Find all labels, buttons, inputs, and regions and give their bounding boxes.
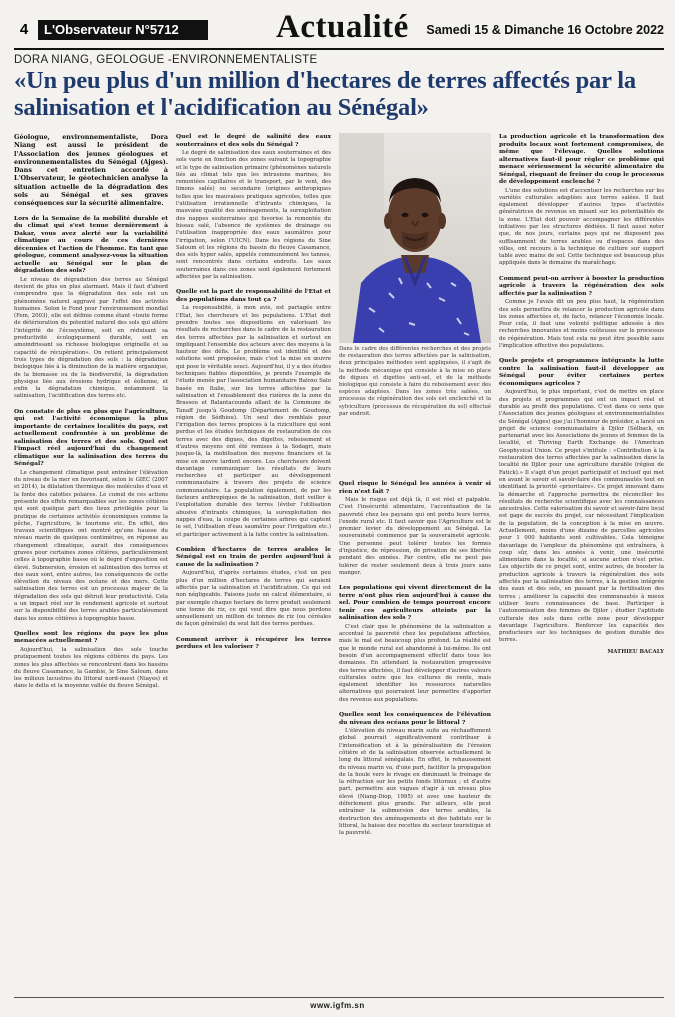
answer: Comme je l'avais dit un peu plus haut, la régénération des sols permettra de relancer la production agricole dans les zones affectées et, de facto, relancer l'économie locale. Pour cela, il faut une volonté politique adossée à des recherches innovantes et moins coûteuses sur le processus de régénération. Mais tout cela ne peut être possible sans l'implication effective des populations. [499, 299, 664, 350]
answer: La responsabilité, à mon avis, est partagée entre l'Etat, les chercheurs et les populations. L'Etat doit prendre toutes ses dispositions en valorisant les résultats de recherches dans le cadre de la restauration des terres affectées par la salinisation et surtout en impliquant l'ensemble des acteurs avec des moyens à la hauteur des défis. Le problème est identifié et des solutions sont proposées, mais c'est la mise en œuvre qui pose le véritable souci. Aujourd'hui, il y a des études techniques fiables disponibles, je prends l'exemple de l'étude menée par l'association humanitaire Baloxo Salo basée en Italie, sur les terres affectées par la salinisation et l'ensablement des rizières de la zone du Brassou et Balantacounda allant de la Commune de Tanaff jusqu'à Goudomp (Département de Goudomp, région de Sédhiou). Un seul des remblais pour l'irrigation des terres propices à la riziculture qui sont perdus et les études techniques de restauration de ces terres avec des digues, des digettes, reboisement et d'autres moyens ont été remises à la Sodagri, mais jusque-là, la mobilisation des moyens financiers et la mise en œuvre tardent encore. Les chercheurs doivent davantage communiquer les résultats de leurs recherches et participer au développement communautaire à travers des projets de science communautaire. La population également, de par les facteurs anthropiques de la salinisation, doit veiller à l'exploitation durable des terres (éviter l'utilisation abusive d'intrants chimiques, la surexploitation des nappes d'eau, la coupe de certaines arbres qui captent le sel, l'utilisation d'eau saumâtre pour l'irrigation etc.) et participer activement à la lutte contre la salinisation. [176, 305, 331, 538]
page-header [14, 8, 664, 48]
article-column-4 [499, 133, 664, 993]
question: Quelle est la part de responsabilité de l'Etat et des populations dans tout ça ? [176, 288, 331, 303]
answer: Aujourd'hui, le plus important, c'est de mettre en place des projets et programmes qui ont un impact réel et durable au profit des populations. C'est dans ce sens que l'Association des jeunes géologues et environnementalistes du Sénégal (Ajges) que j'ai l'honneur de présider, a lancé un projet de science communautaire à Djilor (Sélback, en partenariat avec les Associations de jeunes et femmes de la localité, et Thriving Earth Exchange de l'American Geophysical Union. Ce projet s'intitule : «Contribution à la restauration des terres affectées par la salinisation dans la localité de Djilor pour une agriculture durable (région de Fatick).» Il s'agit d'un projet participatif et inclusif qui met en avant le savoir et savoir-faire des communautés tout en identifiant la priorité «prioritaire». Ce projet innovant dans la démarche et l'approche permettra de réconcilier les résultats de recherche scientifique avec les connaissances ancestrales. Cette valorisation du savoir et savoir-faire local est gage de succès du projet, car nécessitant l'implication de la population, de la conception à la mise en œuvre. Actuellement, moins d'une dizaine de parcelles agricoles pour 1 000 habitants sont cultivables. Cela témoigne davantage de l'ampleur du phénomène qui entraînera, à coup sûr, dans les années à venir, une insécurité alimentaire dans la localité, si aucune action n'est prise. Les objectifs de ce projet sont, entre autres, de booster la production agricole à travers la régénération des sols affectés par la salinisation des terres, à la gestion intégrée des eaux et des sols, en passant par la fertilisation des terres ; améliorer la capacité des communautés à mieux utiliser leurs connaissances de base. Participer à l'autonomisation des femmes de Djilor ; étudier l'aptitude culturale des sols dans cette zone pour développer davantage l'agriculture. Renforcer les capacités des producteurs sur les techniques de gestion durable des terres. [499, 389, 664, 644]
page-number: 4 [19, 21, 29, 38]
question: Comment peut-on arriver à booster la production agricole à travers la régénération des sols affectés par la salinisation ? [499, 274, 664, 297]
question: Quel risque le Sénégal les années à venir si rien n'est fait ? [339, 480, 491, 495]
section-title: Actualité [276, 9, 409, 45]
newspaper-name: L'Observateur N°5712 [38, 20, 208, 40]
answer: Mais le risque est déjà là, il est réel et palpable. C'est l'insécurité alimentaire, l'accentuation de la pauvreté chez les paysans qui ont perdu leurs terres, l'exode rural etc. Il faut savoir que l'Agriculture est le premier levier du développement au Sénégal. La souveraineté commence par la souveraineté agricole. Une personne peut tolérer toutes les formes d'injustice, de répression, de privation de ses libertés pendant des années. Par contre, elle ne peut pas tolérer de rester seulement deux à trois jours sans manger. [339, 497, 491, 576]
answer: L'élévation du niveau marin suite au réchauffement global pourrait significativement contribuer à l'intensification et à la généralisation de l'érosion côtière et de la salinisation observée actuellement le long du littoral sénégalais. En effet, le rehaussement du niveau marin va, d'une part, faciliter la propagation de la houle vers le rivage en diminuant le freinage de la réfraction sur les petits fonds littoraux ; et d'autre part, permettre aux vagues d'agir à un niveau plus élevé (Niang-Diop, 1995) et avec une hauteur de déferlement plus grande. Par ailleurs, elle peut entraîner la submersion des terres arables, la destruction des aménagements et des habitats sur le littoral, la baisse des recettes du secteur touristique et la pauvreté. [339, 728, 491, 837]
article-column-1 [14, 133, 168, 993]
answer: Aujourd'hui, d'après certaines études, c'est un peu plus d'un million d'hectares de terres qui seraient affectés par la salinisation et l'acidification. Ce qui est non négligeable. Faisons juste un calcul élémentaire, si par exemple chaque hectare de terre produit seulement une tonne de riz, ce qui veut dire que nous perdons annuellement un million de tonnes de riz (ou céréales de façon générale) du seul fait des terres perdues. [176, 570, 331, 628]
article-column-3 [339, 480, 491, 993]
question: La production agricole et la transformation des produits locaux sont fortement compromises, de même que l'élevage. Quelles solutions alternatives faut-il pour régler ce problème qui menace sérieusement la sécurité alimentaire du Sénégal, risquant de freiner du coup le processus de développement enclenché ? [499, 133, 664, 185]
question: Combien d'hectares de terres arables le Sénégal est en train de perdre aujourd'hui à cause de la salinisation ? [176, 545, 331, 568]
answer: Aujourd'hui, la salinisation des sols touche pratiquement toutes les régions côtières du pays. Les zones les plus affectées se rencontrent dans les bassins du fleuve Casamance, la Gambie, le Sine Saloum, dans les milieux lacustres du littoral nord-ouest (Niayes) et dans le delta et la moyenne vallée du fleuve Sénégal. [14, 646, 168, 690]
answer: Le changement climatique peut entraîner l'élévation du niveau de la mer en favorisant, selon le GIEC (2007 et 2014), la dilatation thermique des molécules d'eau et la fonte des calottes polaires. Le cumul de ces actions présente des effets remarquables sur les zones côtières qui sont quelque part des lieux privilégiés pour la pratique de certaines activités économiques comme la pêche, l'agriculture, le tourisme etc. En effet, des travaux scientifiques ont montré qu'une hausse du niveau marin de quelques centimètres, en réponse au changement climatique, aurait des conséquences graves pour certaines zones côtières, particulièrement celles à topographie basse où le degré d'exposition est élevé. Submersion, érosion et salinisation des terres et des eaux sont, entre autres, les conséquences de cette élévation du niveau des océans et des mers. Cette salinisation des terres est un processus majeur de la dégradation des sols qui détruit leur productivité. Cela a un impact réel sur le rendement agricole et surtout sur la disponibilité des terres arables particulièrement dans les zones côtières à topographie basse. [14, 469, 168, 622]
question: On constate de plus en plus que l'agriculture, qui est l'activité économique la plus importante de certaines localités du pays, est actuellement confrontée à un problème de salinisation des terres et des sols. Quel est l'impact réel aujourd'hui du changement climatique sur la salinisation des terres du Sénégal? [14, 407, 168, 468]
answer: Le niveau de dégradation des terres au Sénégal devient de plus en plus alarmant. Mais il faut d'abord comprendre que la dégradation des sols est un phénomène naturel aggravé par l'effet des activités humaines. Selon le Fond pour l'environnement mondial (Fem, 2003), elle est définie comme étant «toute forme de détérioration du potentiel naturel des sols qui altère l'intégrité de l'écosystème, soit en réduisant sa productivité écologiquement durable, soit en amoindrissant sa richesse biologique originelle et sa capacité de récupération». On retient principalement trois types de dégradation des sols : la dégradation biologique liée à la diminution de la matière organique, de la biomasse ou de la biodiversité, la dégradation physique liée aux érosions hydrique et éolienne, et enfin la dégradation chimique, notamment la salinisation, l'acidification des terres etc. [14, 276, 168, 400]
answer: L'une des solutions est d'accentuer les recherches sur les variétés culturales adaptées aux terres salées. Il faut également développer d'autres types d'activités génératrices de revenus en misant sur les potentialités de la zone. L'Etat doit pouvoir accompagner les différentes initiatives par les structures dédiées. Il faut aussi noter que, de nos jours, certains pays qui ne disposent pas suffisamment de terres arables ou d'espaces dans des villes, ont recours à la technique de culture sur support table avec mains de sol. Cette technique est beaucoup plus appliquée dans le domaine du maraîchage. [499, 187, 664, 267]
portrait-image [339, 133, 491, 343]
photo-caption: Dans le cadre des différentes recherches et des projets de restauration des terres affectées par la salinisation, deux principales méthodes sont appliquées, il s'agit de la méthode mécanique qui consiste à la mise en place de digues et digettes anti-sel, et de la méthode biologique qui consiste à faire du reboisement avec des espèces adaptées. Dans les zones très salées, un processus de régénération des sols est enclenché et la sylviculture (processus de récupération du sol) effectué par endroit. [339, 346, 491, 417]
article-headline: «Un peu plus d'un million d'hectares de terres affectés par la salinisation et l'acidification au Sénégal» [14, 67, 636, 121]
question: Lors de la Semaine de la mobilité durable et du climat qui s'est tenue dernièrement à Dakar, vous avez alerté sur la variabilité climatique au cours de ces dernières décennies et l'action de l'homme. En tant que géologue, comment analysez-vous la situation actuelle au Sénégal sur le plan de dégradation des sols? [14, 214, 168, 275]
issue-date: Samedi 15 & Dimanche 16 Octobre 2022 [426, 23, 664, 37]
author-signature: MATHIEU BACALY [607, 648, 664, 655]
question: Quelles sont les régions du pays les plus menacées actuellement ? [14, 629, 168, 645]
answer: Le degré de salinisation des eaux souterraines et des sols varie en fonction des zones suivant la topographie et le type de salinisation primaire (phénomènes naturels liés au climat tels que les intrusions marines, les remontées capillaires et le transport, par le vent, des limons salés) ou secondaire (origines anthropiques telles que les mauvaises pratiques agricoles, telles que l'utilisation irrationnelle d'intrants chimiques, la mauvaise qualité des aménagements, la surexploitation des nappes souterraines qui favorise la remontée du biseau salé, l'absence de systèmes de drainage ou l'utilisation inappropriée des eaux saumâtres pour l'irrigation, selon l'UICN). Dans les régions du Sine Saloum et les régions du bassin du fleuve Casamance, des sols hyper salés, appelés communément les tannes, sont rencontrés dans certains endroits. Les eaux souterraines dans ces zones sont également fortement affectées par la salinisation. [176, 150, 331, 281]
article-column-2 [176, 133, 331, 993]
header-rule [14, 48, 664, 50]
question: Quels projets et programmes intégrants la lutte contre la salinisation faut-il développer au Sénégal pour éviter certaines pertes économiques agricoles ? [499, 357, 664, 387]
footer-rule [14, 997, 664, 998]
question: Quelles sont les conséquences de l'élévation du niveau des océans pour le littoral ? [339, 711, 491, 726]
answer: C'est clair que le phénomène de la salinisation a accentué la pauvreté chez les populations affectées, mais le mal est beaucoup plus profond. La réalité est que le monde rural est abandonné à lui-même. Ils ont besoin d'un accompagnement effectif dans tous les domaines. En attendant la restauration progressive des terres affectées, il faut développer d'autres valeurs culturales outre que les cultures de rente, mais également identifier les ressources naturelles alternatives qui pourraient leur permettre d'apporter des revenus aux populations. [339, 623, 491, 703]
question: Quel est le degré de salinité des eaux souterraines et des sols du Sénégal ? [176, 133, 331, 148]
footer-url: www.igfm.sn [310, 1001, 365, 1010]
article-lead: Géologue, environnementaliste, Dora Niang est aussi le président de l'Association des jeunes géologues et environnementalistes du Sénégal (Ajges). Dans cet entretien accordé à L'Observateur, le géotechnicien analyse la situation actuelle de la dégradation des sols au Sénégal et ses graves conséquences sur la sécurité alimentaire. [14, 133, 168, 208]
question: Comment arriver à récupérer les terres perdues et les valoriser ? [176, 635, 331, 651]
question: Les populations qui vivent directement de la terre n'ont plus rien aujourd'hui à cause du sel. Pour combien de temps pourront encore tenir ces agriculteurs atteints par la salinisation des sols ? [339, 584, 491, 622]
article-kicker: DORA NIANG, GEOLOGUE -ENVIRONNEMENTALISTE [14, 54, 318, 66]
interviewee-photo [339, 133, 491, 343]
